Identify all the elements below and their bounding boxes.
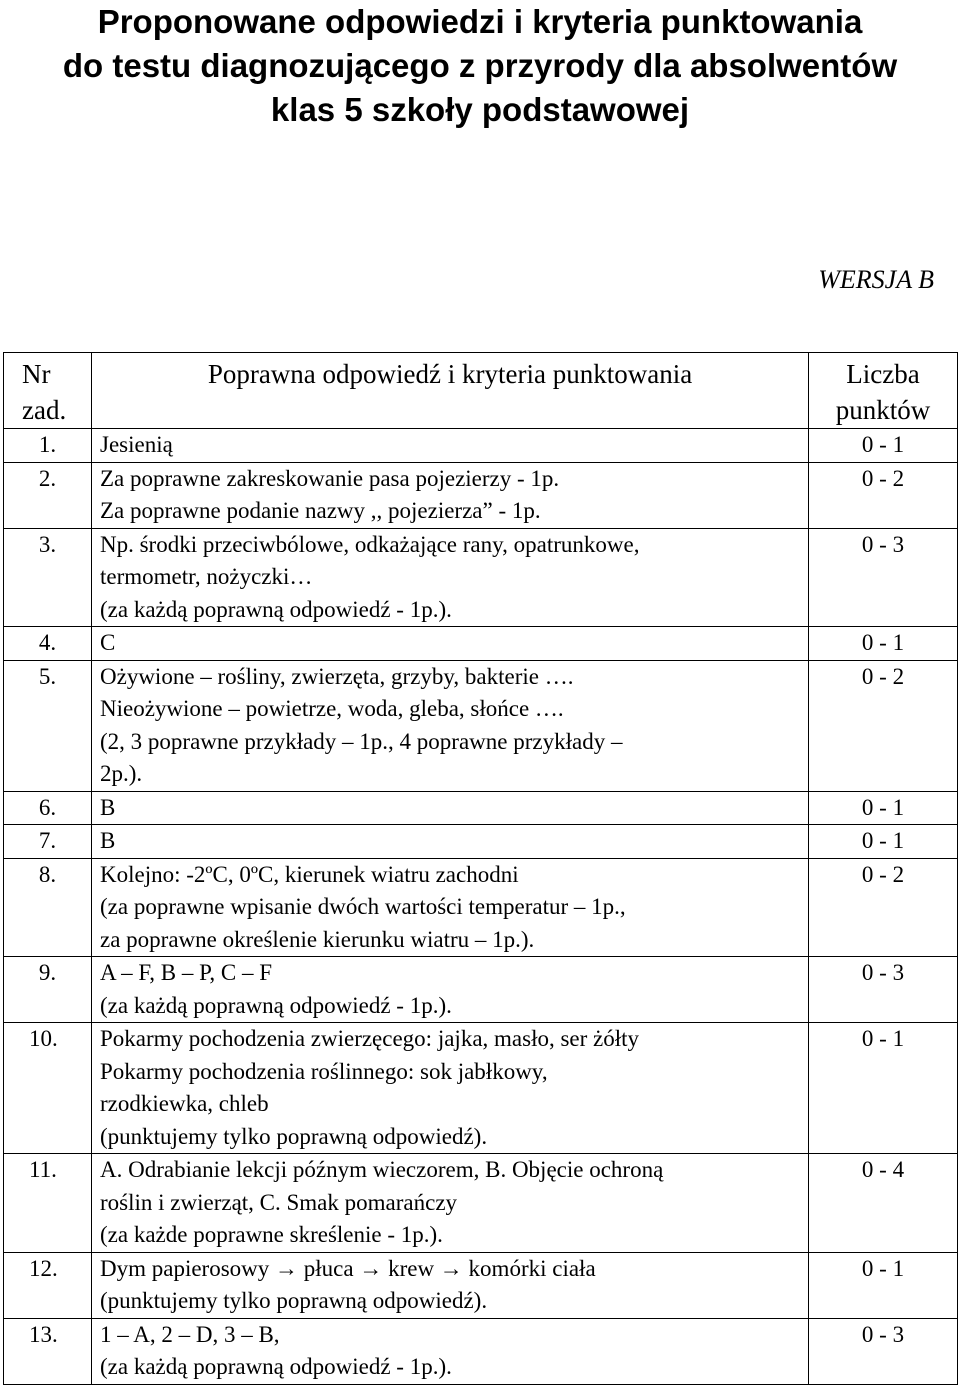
answer-key-table bbox=[3, 352, 958, 1385]
points-cell: 0 - 2 bbox=[809, 858, 958, 957]
version-label: WERSJA B bbox=[818, 265, 934, 294]
header-task-number: Nr zad. bbox=[4, 353, 92, 429]
task-number: 8. bbox=[4, 858, 92, 957]
answer-line: (za każdą poprawną odpowiedź - 1p.). bbox=[100, 596, 452, 622]
answer-cell bbox=[92, 627, 809, 661]
points-cell: 0 - 1 bbox=[809, 1252, 958, 1318]
task-number: 2. bbox=[4, 462, 92, 528]
answer-line: (za poprawne wpisanie dwóch wartości temperatur – 1p., bbox=[100, 894, 626, 919]
answer-line: termometr, nożyczki… bbox=[100, 564, 313, 589]
answer-line: rzodkiewka, chleb bbox=[100, 1091, 269, 1116]
answer-cell bbox=[92, 1154, 809, 1253]
table-row bbox=[4, 1252, 958, 1318]
answer-line: Pokarmy pochodzenia zwierzęcego: jajka, masło, ser żółty bbox=[100, 1026, 640, 1051]
table-row bbox=[4, 627, 958, 661]
answer-cell bbox=[92, 858, 809, 957]
title-line-3: klas 5 szkoły podstawowej bbox=[270, 91, 690, 128]
table-row bbox=[4, 957, 958, 1023]
task-number: 7. bbox=[4, 825, 92, 859]
table-row bbox=[4, 791, 958, 825]
points-cell: 0 - 1 bbox=[809, 627, 958, 661]
title-line-2: do testu diagnozującego z przyrody dla absolwentów bbox=[62, 47, 898, 84]
table-row bbox=[4, 1318, 958, 1384]
answer-line: B bbox=[100, 794, 116, 820]
table-row bbox=[4, 1154, 958, 1253]
header-answer: Poprawna odpowiedź i kryteria punktowania bbox=[92, 353, 809, 429]
document-title bbox=[0, 0, 960, 132]
answer-line: Pokarmy pochodzenia roślinnego: sok jabłkowy, bbox=[100, 1058, 548, 1084]
points-cell: 0 - 1 bbox=[809, 791, 958, 825]
answer-line: Nieożywione – powietrze, woda, gleba, słońce …. bbox=[100, 696, 564, 721]
answer-cell bbox=[92, 957, 809, 1023]
answer-line: 2p.). bbox=[100, 761, 143, 786]
task-number: 13. bbox=[4, 1318, 92, 1384]
answer-line: A. Odrabianie lekcji późnym wieczorem, B. Objęcie ochroną bbox=[100, 1157, 664, 1182]
title-line-1: Proponowane odpowiedzi i kryteria punktowania bbox=[97, 3, 863, 40]
answer-line: Kolejno: -2ºC, 0ºC, kierunek wiatru zachodni bbox=[100, 861, 519, 887]
table-row bbox=[4, 462, 958, 528]
answer-cell bbox=[92, 1252, 809, 1318]
answer-line: roślin i zwierząt, C. Smak pomarańczy bbox=[100, 1189, 458, 1215]
points-cell: 0 - 1 bbox=[809, 429, 958, 463]
answer-cell bbox=[92, 660, 809, 791]
answer-line: C bbox=[100, 630, 116, 655]
answer-line: za poprawne określenie kierunku wiatru – 1p.). bbox=[100, 926, 535, 952]
answer-line: Jesienią bbox=[100, 432, 173, 457]
table-row bbox=[4, 660, 958, 791]
task-number: 3. bbox=[4, 528, 92, 627]
table-row bbox=[4, 429, 958, 463]
answer-line: Dym papierosowy → płuca → krew → komórki ciała bbox=[100, 1255, 596, 1281]
answer-line: Np. środki przeciwbólowe, odkażające rany, opatrunkowe, bbox=[100, 531, 640, 557]
task-number: 6. bbox=[4, 791, 92, 825]
answer-line: (za każdą poprawną odpowiedź - 1p.). bbox=[100, 992, 452, 1018]
points-cell: 0 - 3 bbox=[809, 1318, 958, 1384]
answer-line: B bbox=[100, 828, 116, 853]
answer-line: A – F, B – P, C – F bbox=[100, 960, 273, 985]
answer-cell bbox=[92, 1023, 809, 1154]
task-number: 1. bbox=[4, 429, 92, 463]
answer-cell bbox=[92, 791, 809, 825]
answer-cell bbox=[92, 462, 809, 528]
task-number: 10. bbox=[4, 1023, 92, 1154]
task-number: 12. bbox=[4, 1252, 92, 1318]
task-number: 4. bbox=[4, 627, 92, 661]
answer-line: (punktujemy tylko poprawną odpowiedź). bbox=[100, 1288, 488, 1313]
answer-cell bbox=[92, 528, 809, 627]
points-cell: 0 - 2 bbox=[809, 660, 958, 791]
points-cell: 0 - 2 bbox=[809, 462, 958, 528]
answer-line: Ożywione – rośliny, zwierzęta, grzyby, bakterie …. bbox=[100, 663, 574, 689]
answer-cell bbox=[92, 429, 809, 463]
points-cell: 0 - 3 bbox=[809, 957, 958, 1023]
points-cell: 0 - 4 bbox=[809, 1154, 958, 1253]
table-body bbox=[4, 429, 958, 1385]
table-row bbox=[4, 858, 958, 957]
answer-line: (2, 3 poprawne przykłady – 1p., 4 poprawne przykłady – bbox=[100, 728, 623, 754]
answer-cell bbox=[92, 1318, 809, 1384]
points-cell: 0 - 1 bbox=[809, 1023, 958, 1154]
table-header-row bbox=[4, 353, 958, 429]
table-row bbox=[4, 825, 958, 859]
answer-cell bbox=[92, 825, 809, 859]
header-points: Liczba punktów bbox=[809, 353, 958, 429]
task-number: 9. bbox=[4, 957, 92, 1023]
points-cell: 0 - 1 bbox=[809, 825, 958, 859]
answer-line: Za poprawne zakreskowanie pasa pojezierzy - 1p. bbox=[100, 465, 560, 491]
answer-line: (punktujemy tylko poprawną odpowiedź). bbox=[100, 1123, 488, 1149]
answer-line: (za każde poprawne skreślenie - 1p.). bbox=[100, 1222, 443, 1247]
task-number: 5. bbox=[4, 660, 92, 791]
answer-line: 1 – A, 2 – D, 3 – B, bbox=[100, 1321, 280, 1347]
task-number: 11. bbox=[4, 1154, 92, 1253]
answer-line: (za każdą poprawną odpowiedź - 1p.). bbox=[100, 1354, 452, 1379]
answer-line: Za poprawne podanie nazwy ,, pojezierza” - 1p. bbox=[100, 498, 541, 523]
points-cell: 0 - 3 bbox=[809, 528, 958, 627]
table-row bbox=[4, 1023, 958, 1154]
table-row bbox=[4, 528, 958, 627]
